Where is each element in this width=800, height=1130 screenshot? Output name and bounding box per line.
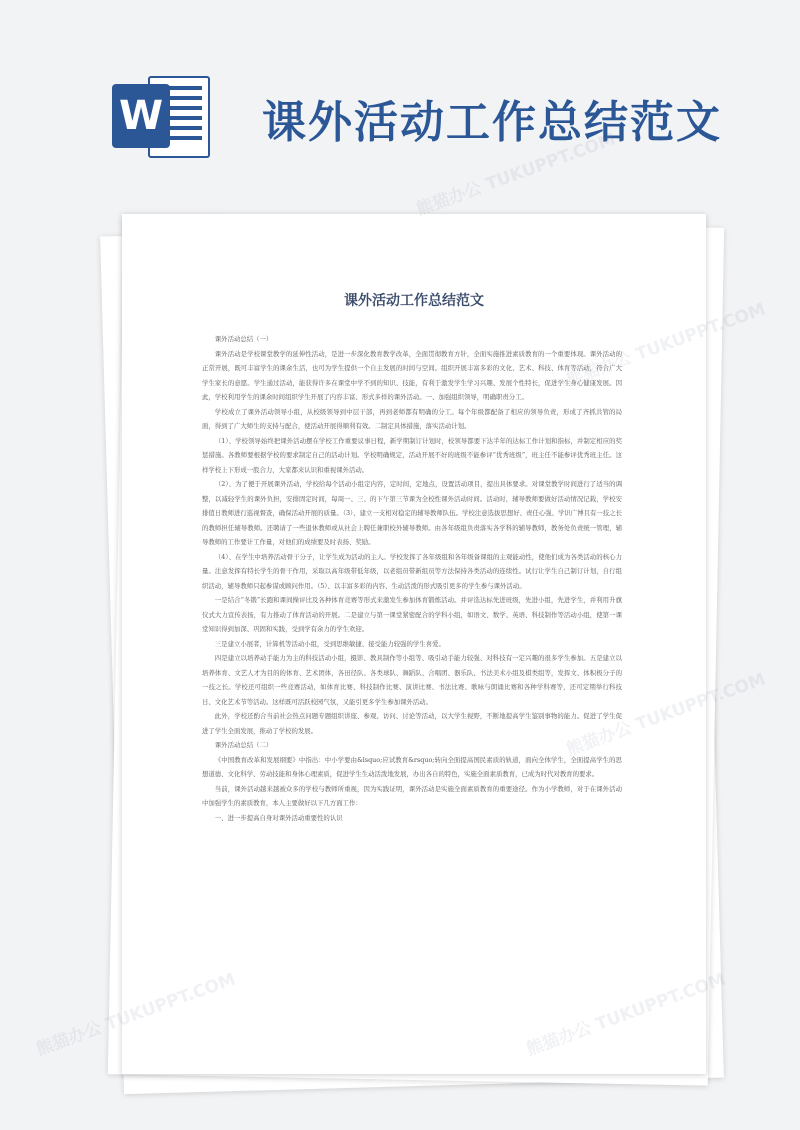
section-heading: 课外活动总结（二）: [214, 741, 273, 749]
paragraph: （4）、在学生中培养活动骨干分子，让学生成为活动的主人。学校发挥了各年级组和各年级备课组的主观能动性，使他们成为各类活动的核心力量。注意发挥有特长学生的骨干作用，采取以高年级带低年级，以老组员带新组员等方法保持各类活动的连续性。试行让学生自己制订计划，自行组织活动，辅导教师只起参谋或顾问作用。（5）、以丰富多彩的内容、生动活泼的形式吸引更多的学生参与课外活动。: [202, 552, 622, 590]
paragraph: （1）、学校领导始终把课外活动摆在学校工作重要议事日程，新学期制订计划时，校领导都要下达半年的达标工作计划和指标，并制定相应的奖惩措施。各教师要根据学校的要求制定自己的活动计划。学校明确规定，活动开展不好的班级不能参评“优秀班级”，班主任不能参评优秀班主任。这样学校上下形成一股合力，大家都来认识和重视课外活动。: [202, 436, 622, 474]
paragraph: 当前，课外活动越来越被众多的学校与教师所重视，因为实践证明，课外活动是实施全面素质教育的重要途径。作为小学教师，对于在课外活动中加强学生的素质教育，本人主要做好以下几方面工作：: [202, 784, 622, 807]
paragraph: 此外，学校还酌合当前社会热点问题专题组织讲座、参观、访问、讨论等活动，以大学生视野，不断地提高学生鉴别事物的能力。促进了学生促进了学生全面发展，推动了学校的发展。: [202, 712, 622, 735]
watermark: 熊猫办公 TUKUPPT.COM: [413, 129, 619, 221]
paragraph: 课外活动是学校课堂教学的延伸性活动，是进一步深化教育教学改革，全面贯彻教育方针，全面实施推进素质教育的一个重要体现。课外活动的正常开展，既可丰富学生的课余生活，也可为学生提供一个自主发展的时间与空间。组织开展丰富多彩的文化、艺术、科技、体育等活动，符合广大学生家长的意愿。学生通过活动，能获得许多在课堂中学不到的知识、技能，有利于激发学生学习兴趣、发展个性特长，促进学生身心健康发展。因此，学校利用学生的课余时间组织学生开展了内容丰富、形式多样的课外活动。一、加强组织领导，明确职责分工。: [202, 349, 622, 401]
document-title: 课外活动工作总结范文: [344, 293, 484, 309]
word-document-icon: [112, 72, 212, 162]
banner-title: 课外活动工作总结范文: [262, 97, 722, 148]
paragraph: （2）、为了便于开展课外活动，学校给每个活动小组定内容，定时间，定地点，设置活动项目，提出具体要求。对课堂教学时间进行了适当的调整，以减轻学生的课外负担，安排固定时间，每周一、三、的下午第三节课为全校性课外活动时间。活动时，辅导教师要做好活动情况记载，学校安排值日教师进行巡视督查，确保活动开展的质量。（3）、建立一支相对稳定的辅导教师队伍。学校注意选拔思想好、责任心强、学识广博且有一技之长的教师担任辅导教师。还聘请了一些退休教师或从社会上聘任兼职校外辅导教师。由各年级组负责落实各学科的辅导教师，教务处负责统一管理，辅导教师的工作要计工作量，对他们的成绩要及时表扬、奖励。: [202, 480, 622, 546]
paragraph: 一是结合“冬锻”长跑和课间操评比及各种体育竞赛等形式来激发生参加体育锻炼活动。并评选达标先进班级，先进小组，先进学生，并利用升旗仪式大力宣传表扬，有力推动了体育活动的开展。二是建立与第一课堂紧密配合的学科小组，如语文、数学、英语、科技制作等活动小组，使第一课堂知识得到加深、巩固和实践，受到学有余力的学生欢迎。: [202, 596, 622, 633]
document-body: [202, 332, 622, 825]
document-page: [122, 214, 706, 1074]
watermark: 熊猫办公: [33, 1018, 105, 1061]
paragraph: 三是建立小展者，计算机等活动小组，受到思维敏捷、接受能力较强的学生喜爱。: [214, 639, 445, 648]
subheading: 一、进一步提高自身对课外活动重要性的认识: [214, 813, 343, 822]
paragraph: 学校成立了课外活动领导小组，从校级领导到中层干部，再到老师都有明确的分工。每个年级都配备了相应的领导负责，形成了齐抓共管的局面，得到了广大师生的支持与配合，使活动开展得顺利有效。二制定具体措施，落实活动计划。: [202, 407, 622, 430]
paragraph: 《中国教育改革和发展纲要》中指出：中小学要由&lsquo;应试教育&rsquo;转向全面提高国民素质的轨道，面向全体学生，全面提高学生的思想道德、文化科学、劳动技能和身体心理素质，促进学生生动活泼地发展，办出各自的特色，实施全面素质教育，已成为时代对教育的要求。: [202, 755, 622, 778]
word-icon-letter: W: [112, 84, 170, 148]
banner: [0, 0, 800, 190]
paragraph: 四是建立以培养动手能力为主的科技活动小组，摄影、教具制作等小组等、吸引动手能力较强、对科技有一定兴趣的很多学生参加。五是建立以培养体育、文艺人才为目的的体育、艺术团体，各田径队、各类球队、舞蹈队、合唱团、器乐队、书法美术小组及棋类组等，发挥文、体积极分子的一技之长。学校还可组织一些竞赛活动，如体育比赛、科技制作比赛、演讲比赛、书法比赛、歌咏与朗诵比赛和各种学科赛等，还可定期举行科技日、文化艺术节等活动。这样既可活跃校园气氛，又能引更多学生参加课外活动。: [202, 654, 622, 706]
section-heading: 课外活动总结（一）: [214, 335, 273, 343]
